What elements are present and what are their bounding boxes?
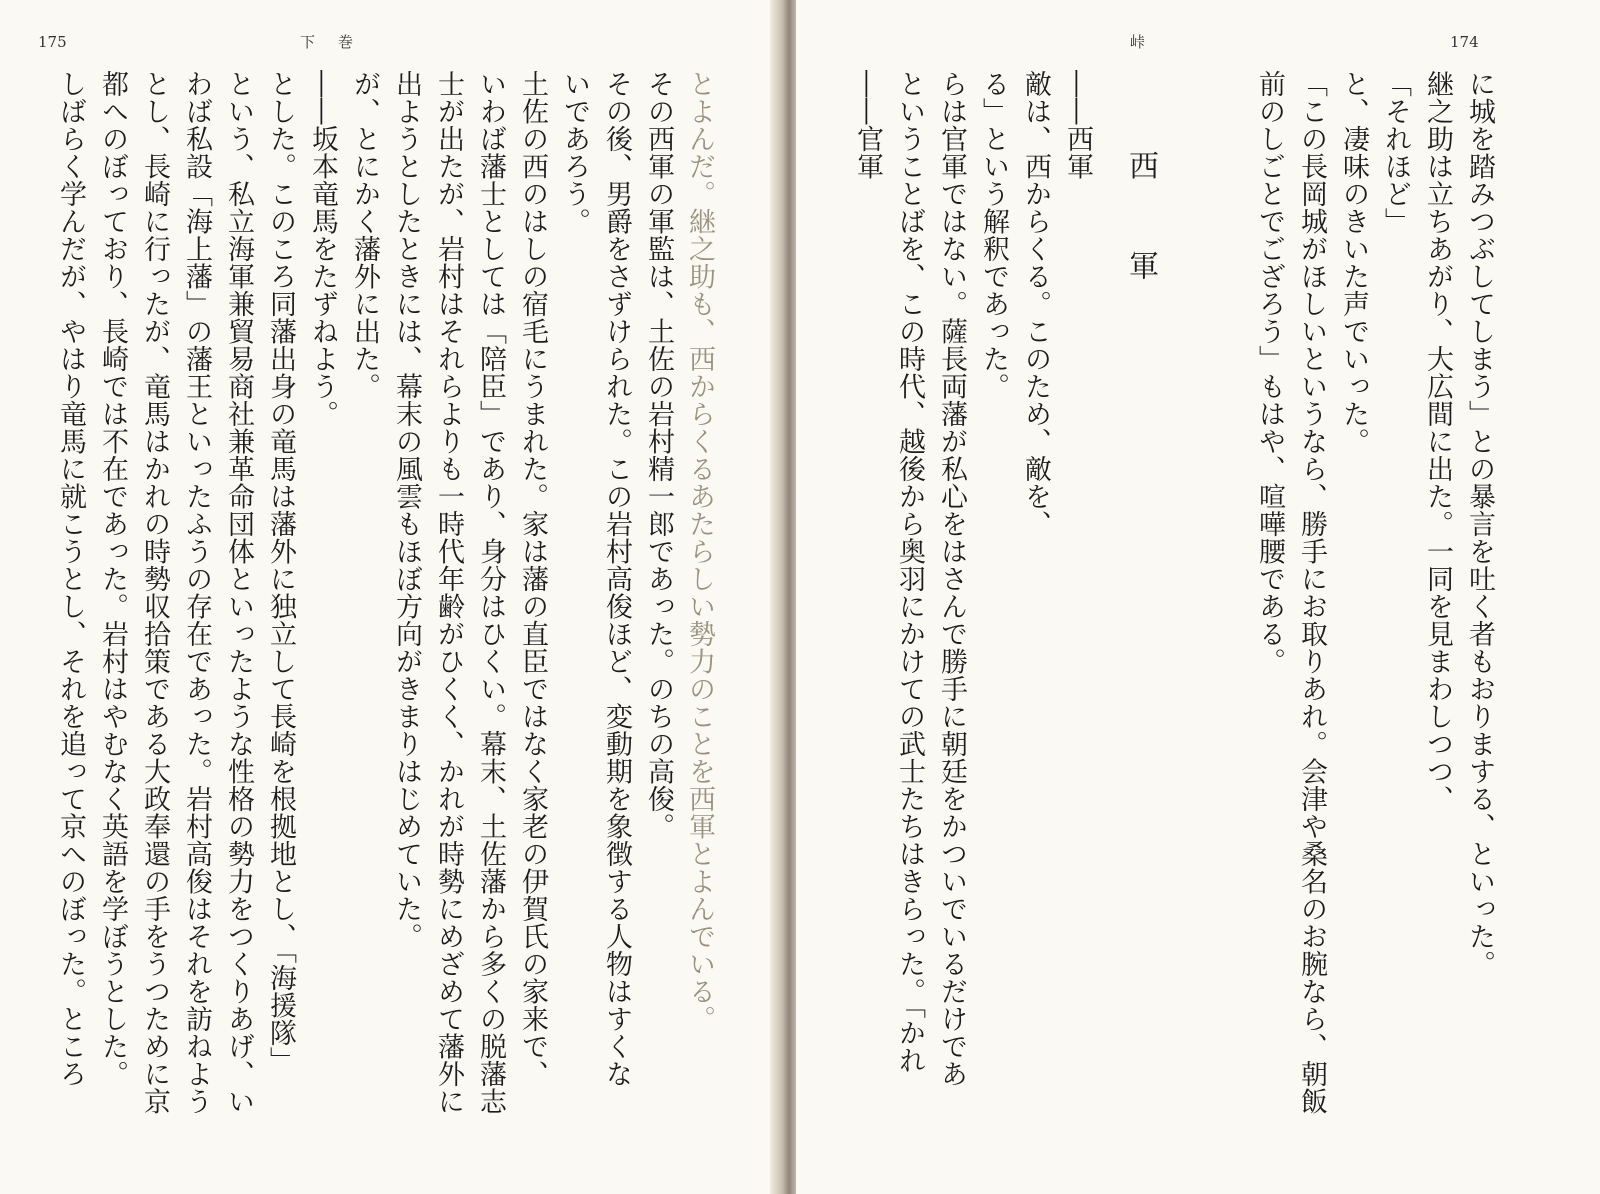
text-line: という、私立海軍兼貿易商社兼革命団体といったような性格の勢力をつくりあげ、い: [223, 70, 254, 1115]
text-line: ――西軍: [1062, 70, 1093, 180]
text-line: と、凄味のきいた声でいった。: [1338, 70, 1369, 455]
right-page: [796, 0, 1600, 1194]
text-line: 士が出たが、岩村はそれらよりも一時代年齢がひくく、かれが時勢にめざめて藩外に: [433, 70, 464, 1115]
text-line: ――官軍: [852, 70, 883, 180]
text-line: 「この長岡城がほしいというなら、勝手にお取りあれ。会津や桑名のお腕なら、朝飯: [1296, 70, 1327, 1115]
text-line: る」という解釈であった。: [978, 70, 1009, 400]
text-line: 都へのぼっており、長崎では不在であった。岩村はやむなく英語を学ぼうとした。: [97, 70, 128, 1088]
text-line: 土佐の西のはしの宿毛にうまれた。家は藩の直臣ではなく家老の伊賀氏の家来で、: [517, 70, 548, 1088]
text-line: とした。このころ同藩出身の竜馬は藩外に独立して長崎を根拠地とし、「海援隊」: [265, 70, 296, 1074]
text-line: とし、長崎に行ったが、竜馬はかれの時勢収拾策である大政奉還の手をうつために京: [139, 70, 170, 1115]
right-page-number: 174: [1450, 33, 1479, 51]
left-page: [0, 0, 782, 1194]
text-line: 敵は、西からくる。このため、敵を、: [1020, 70, 1051, 538]
text-line: その後、男爵をさずけられた。この岩村高俊ほど、変動期を象徴する人物はすくな: [601, 70, 632, 1088]
text-line: 継之助は立ちあがり、大広間に出た。一同を見まわしつつ、: [1422, 70, 1453, 813]
text-line: 出ようとしたときには、幕末の風雲もほぼ方向がきまりはじめていた。: [391, 70, 422, 950]
text-line: 「それほど」: [1380, 70, 1411, 235]
text-line: が、とにかく藩外に出た。: [349, 70, 380, 400]
text-line: とよんだ。継之助も、西からくるあたらしい勢力のことを西軍とよんでいる。: [684, 70, 715, 1033]
text-line: いであろう。: [559, 70, 590, 235]
text-line: ――坂本竜馬をたずねよう。: [307, 70, 338, 428]
left-running-head: 下 巻: [300, 33, 358, 51]
text-line: その西軍の軍監は、土佐の岩村精一郎であった。のちの高俊。: [643, 70, 674, 840]
text-line: いわば藩士としては「陪臣」であり、身分はひくい。幕末、土佐藩から多くの脱藩志: [475, 70, 506, 1115]
text-line: らは官軍ではない。薩長両藩が私心をはさんで勝手に朝廷をかついでいるだけであ: [936, 70, 967, 1088]
section-title: 西軍: [1123, 150, 1158, 350]
text-line: ということばを、この時代、越後から奥羽にかけての武士たちはきらった。「かれ: [894, 70, 925, 1074]
text-line: に城を踏みつぶしてしまう」との暴言を吐く者もおりまする、といった。: [1464, 70, 1495, 978]
left-page-number: 175: [38, 33, 67, 51]
text-line: わば私設「海上藩」の藩王といったふうの存在であった。岩村高俊はそれを訪ねよう: [181, 70, 212, 1115]
text-line: しばらく学んだが、やはり竜馬に就こうとし、それを追って京へのぼった。ところ: [55, 70, 86, 1088]
text-line: 前のしごとでござろう」もはや、喧嘩腰である。: [1254, 70, 1285, 675]
right-running-head: 峠: [1130, 33, 1146, 51]
